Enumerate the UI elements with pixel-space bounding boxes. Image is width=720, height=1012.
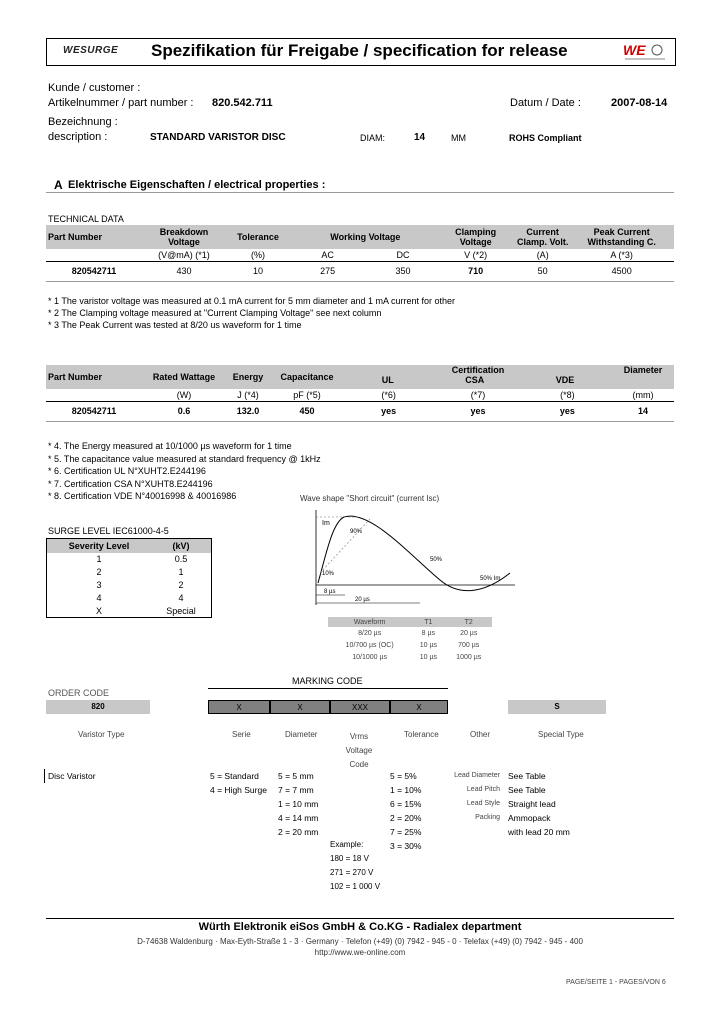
unit2-6: (*8) [560,389,575,400]
surge-caption: SURGE LEVEL IEC61000-4-5 [48,526,169,536]
th2-energy: Energy [232,372,264,382]
other-values [508,769,570,839]
surge-h-kv: (kV) [172,540,190,551]
th2-cert [344,365,612,389]
other-label: Packing [475,814,500,821]
unit-7: A (*3) [610,249,633,260]
label-vrms: Vrms Voltage Code [345,732,373,769]
unit-1: (V@mA) (*1) [158,249,210,260]
marking-bracket [208,688,448,689]
label-tolerance: Tolerance [404,730,439,739]
notes-2 [48,440,321,503]
diam-value: 14 [414,132,426,143]
surge-table [46,538,212,618]
diam-item: 2 = 20 mm [278,827,319,837]
tol-item: 1 = 10% [390,785,422,795]
th2-vde: VDE [555,375,575,385]
unit-6: (A) [536,249,549,260]
wave-p50a: 50% [430,557,443,563]
tol-item: 7 = 25% [390,827,422,837]
footer-address: D-74638 Waldenburg · Max-Eyth-Straße 1 - 3 · Germany · Telefon (+49) (0) 7942 - 945 - 0 · Telefax (+49) (0) 7942 - 945 - 400 [137,937,583,946]
example-label: Example: [330,840,364,849]
row2-part: 820542711 [71,406,117,416]
unit2-7: (mm) [632,389,654,400]
note-8: * 8. Certification VDE N°40016998 & 40016986 [48,491,237,501]
note-4: * 4. The Energy measured at 10/1000 µs waveform for 1 time [48,441,292,451]
label-serie: Serie [232,730,251,739]
waveform-table [328,617,492,663]
wave-cell: 700 µs [458,641,480,649]
section-letter: A [54,178,63,192]
order-cell-tolerance: X [390,700,448,714]
order-type: Disc Varistor [44,769,96,783]
footer [46,918,674,957]
order-cells [208,700,448,714]
order-prefix: 820 [46,700,150,714]
row2-ul: yes [381,406,397,416]
row-peak: 4500 [611,266,632,276]
unit2-1: (W) [176,389,192,400]
label-varistor-type: Varistor Type [78,730,125,739]
unit-4: DC [396,249,410,260]
row2-capacitance: 450 [299,406,315,416]
surge-level: 1 [96,554,102,564]
note-3: * 3 The Peak Current was tested at 8/20 us waveform for 1 time [48,320,302,330]
surge-h-level: Severity Level [68,540,130,551]
th-breakdown: Breakdown Voltage [159,227,209,247]
th2-csa: CSA [465,375,485,385]
brand-logo: WESURGE [63,45,119,56]
we-logo-icon [621,41,667,61]
part-label: Artikelnummer / part number : [48,97,194,109]
surge-kv: Special [166,605,196,616]
note-1: * 1 The varistor voltage was measured at 0.1 mA current for 5 mm diameter and 1 mA current for other [48,296,456,306]
header-bar [46,38,676,66]
tol-item: 3 = 30% [390,841,422,851]
wave-th-1: T1 [424,618,433,626]
wave-cell: 8 µs [421,629,436,637]
wave-cell: 8/20 µs [358,629,382,637]
tol-list [390,769,421,853]
serie-item: 5 = Standard [210,771,259,781]
svg-text:WE: WE [623,42,646,58]
page-title: Spezifikation für Freigabe / specification for release [151,41,568,60]
wave-p50b: 50% Im [480,576,501,582]
other-value: Ammopack [508,813,551,823]
serie-list [210,769,267,797]
row2-wattage: 0.6 [177,406,191,416]
order-cell-voltage: XXX [330,700,390,714]
th-peak: Peak Current Withstanding C. [587,227,656,247]
marking-caption: MARKING CODE [292,676,363,686]
order-suffix: S [508,700,606,714]
surge-level: 4 [96,593,102,603]
other-value: with lead 20 mm [508,827,570,837]
description-value: STANDARD VARISTOR DISC [150,132,286,143]
diam-list [278,769,318,839]
unit-2: (%) [251,249,265,260]
row-clamping: 710 [468,266,484,276]
example-list [330,838,380,894]
wave-t20: 20 µs [355,597,370,603]
other-labels [452,769,500,825]
row-part: 820542711 [71,266,117,276]
example-item: 271 = 270 V [330,868,374,877]
footer-company: Würth Elektronik eiSos GmbH & Co.KG - Radialex department [198,921,522,933]
other-value: See Table [508,785,546,795]
row-ac: 275 [320,266,336,276]
wave-cell: 10 µs [419,653,437,661]
note-5: * 5. The capacitance value measured at standard frequency @ 1kHz [48,453,321,464]
wave-cell: 10/1000 µs [352,653,388,661]
surge-level: 3 [96,580,102,590]
surge-level: 2 [96,567,102,577]
order-cell-serie: X [208,700,270,714]
row2-vde: yes [559,406,575,416]
other-value: See Table [508,771,546,781]
section-title: Elektrische Eigenschaften / electrical properties : [68,179,326,191]
example-item: 180 = 18 V [330,854,369,863]
diam-item: 4 = 14 mm [278,813,319,823]
row2-energy: 132.0 [236,406,260,416]
surge-kv: 1 [178,567,184,577]
waveform-diagram [300,505,520,610]
diam-item: 5 = 5 mm [278,771,314,781]
wave-title: Wave shape "Short circuit" (current Isc) [300,494,440,503]
surge-level: X [95,605,102,616]
diam-item: 1 = 10 mm [278,799,319,809]
notes-1 [48,295,455,331]
th2-wattage: Rated Wattage [152,372,216,382]
rohs-label: ROHS Compliant [509,133,582,143]
th-tolerance: Tolerance [237,232,279,242]
unit2-4: (*6) [381,389,396,400]
th-clamping: Clamping Voltage [455,227,497,247]
unit2-5: (*7) [470,389,486,400]
tol-item: 6 = 15% [390,799,422,809]
note-2: * 2 The Clamping voltage measured at "Current Clamping Voltage" see next column [48,308,382,318]
order-caption: ORDER CODE [48,688,110,698]
diam-item: 7 = 7 mm [278,785,314,795]
tech-caption: TECHNICAL DATA [48,214,124,224]
section-heading [46,178,674,193]
wave-p90: 90% [350,529,363,535]
tol-item: 2 = 20% [390,813,422,823]
th2-capacitance: Capacitance [280,372,334,382]
wave-cell: 10/700 µs (OC) [345,641,394,649]
th2-diameter: Diameter [623,365,663,375]
date-value: 2007-08-14 [611,97,668,109]
part-value: 820.542.711 [212,97,273,109]
wave-cell: 1000 µs [456,653,482,661]
wave-t8: 8 µs [324,589,336,595]
wave-th-0: Waveform [353,618,386,626]
th2-ul: UL [381,375,394,385]
label-special: Special Type [538,730,584,739]
note-7: * 7. Certification CSA N°XUHT8.E244196 [48,478,213,489]
surge-kv: 4 [178,593,184,603]
unit2-0 [46,389,142,401]
date-label: Datum / Date : [510,97,581,109]
th-working: Working Voltage [330,232,401,242]
wave-cell: 20 µs [460,629,478,637]
other-label: Lead Diameter [454,772,500,779]
other-value: Straight lead [508,799,556,809]
row-tolerance: 10 [252,266,263,276]
unit2-2: J (*4) [237,389,259,400]
order-cell-diameter: X [270,700,330,714]
cert-label: Certification [451,365,505,375]
mm-label: MM [451,133,466,143]
diam-label: DIAM: [360,133,386,143]
serie-item: 4 = High Surge [210,785,267,795]
th-part-number: Part Number [48,232,103,242]
other-label: Lead Pitch [466,786,500,793]
tol-item: 5 = 5% [390,771,417,781]
row-breakdown: 430 [176,266,192,276]
tech-table-1 [46,225,674,282]
unit-3: AC [321,249,334,260]
other-label: Lead Style [466,800,500,807]
wave-p10: 10% [322,571,335,577]
example-item: 102 = 1 000 V [330,882,381,891]
row-dc: 350 [395,266,411,276]
row2-csa: yes [470,406,486,416]
unit-5: V (*2) [464,249,488,260]
wave-cell: 10 µs [419,641,437,649]
row-current: 50 [537,266,548,276]
label-diameter: Diameter [285,730,318,739]
surge-kv: 2 [178,580,184,590]
surge-kv: 0.5 [174,554,188,564]
unit2-3: pF (*5) [293,389,321,400]
wave-im: Im [322,520,330,527]
page-number: PAGE/SEITE 1 - PAGES/VON 6 [566,979,666,986]
th-current: Current Clamp. Volt. [517,227,569,247]
customer-label: Kunde / customer : [48,82,141,94]
description-label: description : [48,131,108,143]
note-6: * 6. Certification UL N°XUHT2.E244196 [48,466,206,476]
unit-0 [46,249,142,261]
tech-table-2 [46,365,674,422]
th2-part: Part Number [48,372,103,382]
wave-th-2: T2 [464,618,473,626]
row2-diameter: 14 [638,406,649,416]
label-other: Other [470,730,491,739]
designation-label: Bezeichnung : [48,116,118,128]
footer-url[interactable]: http://www.we-online.com [314,948,406,957]
